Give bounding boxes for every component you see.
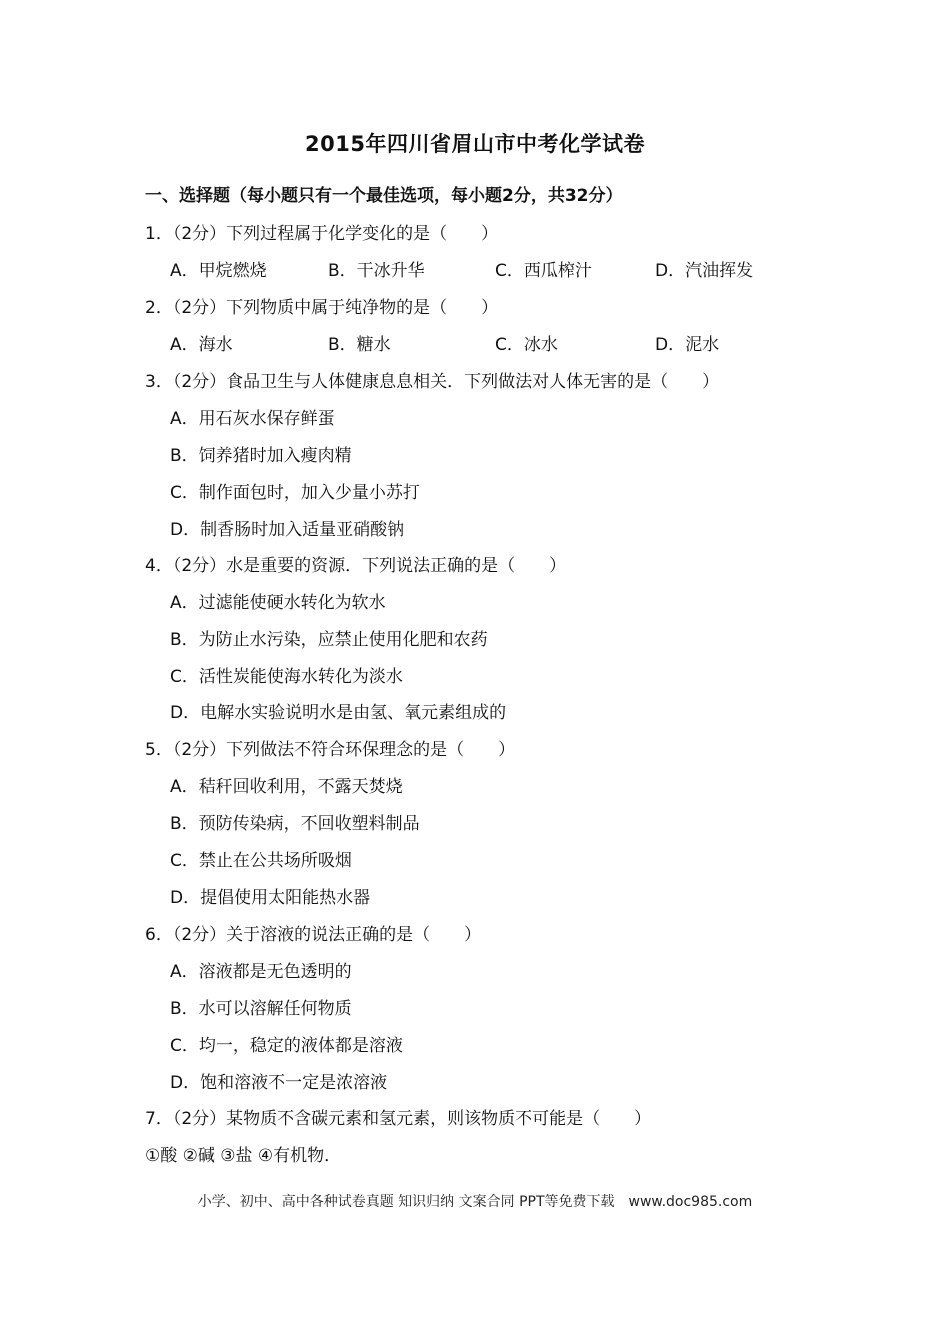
question-1-stem: 1．（2分）下列过程属于化学变化的是（ ） xyxy=(145,224,499,244)
question-4-option-a: A．过滤能使硬水转化为软水 xyxy=(170,593,386,613)
page-title: 2015年四川省眉山市中考化学试卷 xyxy=(305,132,645,156)
question-3-stem: 3．（2分）食品卫生与人体健康息息相关．下列做法对人体无害的是（ ） xyxy=(145,372,720,392)
question-3-option-a: A．用石灰水保存鲜蛋 xyxy=(170,409,335,429)
question-5-option-a: A．秸秆回收利用，不露天焚烧 xyxy=(170,777,403,797)
question-6-option-b: B．水可以溶解任何物质 xyxy=(170,999,352,1019)
question-4-option-b: B．为防止水污染，应禁止使用化肥和农药 xyxy=(170,630,488,650)
question-1-option-d: D．汽油挥发 xyxy=(655,261,754,281)
question-5-stem: 5．（2分）下列做法不符合环保理念的是（ ） xyxy=(145,740,516,760)
question-4-stem: 4．（2分）水是重要的资源．下列说法正确的是（ ） xyxy=(145,556,567,576)
question-2-stem: 2．（2分）下列物质中属于纯净物的是（ ） xyxy=(145,298,499,318)
question-2-option-d: D．泥水 xyxy=(655,335,720,355)
question-2-option-b: B．糖水 xyxy=(328,335,391,355)
question-1-option-a: A．甲烷燃烧 xyxy=(170,261,267,281)
question-6-stem: 6．（2分）关于溶液的说法正确的是（ ） xyxy=(145,925,482,945)
question-5-option-c: C．禁止在公共场所吸烟 xyxy=(170,851,352,871)
question-1-option-c: C．西瓜榨汁 xyxy=(495,261,592,281)
question-6-option-d: D．饱和溶液不一定是浓溶液 xyxy=(170,1073,388,1093)
question-3-option-d: D．制香肠时加入适量亚硝酸钠 xyxy=(170,520,405,540)
question-7-choices: ①酸 ②碱 ③盐 ④有机物． xyxy=(145,1146,342,1166)
question-6-option-a: A．溶液都是无色透明的 xyxy=(170,962,352,982)
question-1-option-b: B．干冰升华 xyxy=(328,261,425,281)
question-5-option-b: B．预防传染病，不回收塑料制品 xyxy=(170,814,420,834)
question-6-option-c: C．均一，稳定的液体都是溶液 xyxy=(170,1036,403,1056)
question-2-option-c: C．冰水 xyxy=(495,335,558,355)
question-7-stem: 7．（2分）某物质不含碳元素和氢元素，则该物质不可能是（ ） xyxy=(145,1109,652,1129)
question-4-option-c: C．活性炭能使海水转化为淡水 xyxy=(170,667,403,687)
question-2-option-a: A．海水 xyxy=(170,335,233,355)
question-3-option-c: C．制作面包时，加入少量小苏打 xyxy=(170,483,420,503)
question-5-option-d: D．提倡使用太阳能热水器 xyxy=(170,888,371,908)
question-3-option-b: B．饲养猪时加入瘦肉精 xyxy=(170,446,352,466)
question-4-option-d: D．电解水实验说明水是由氢、氧元素组成的 xyxy=(170,703,507,723)
footer-text: 小学、初中、高中各种试卷真题 知识归纳 文案合同 PPT等免费下载 www.doc985.com xyxy=(197,1194,753,1210)
section-heading: 一、选择题（每小题只有一个最佳选项，每小题2分，共32分） xyxy=(145,186,623,206)
